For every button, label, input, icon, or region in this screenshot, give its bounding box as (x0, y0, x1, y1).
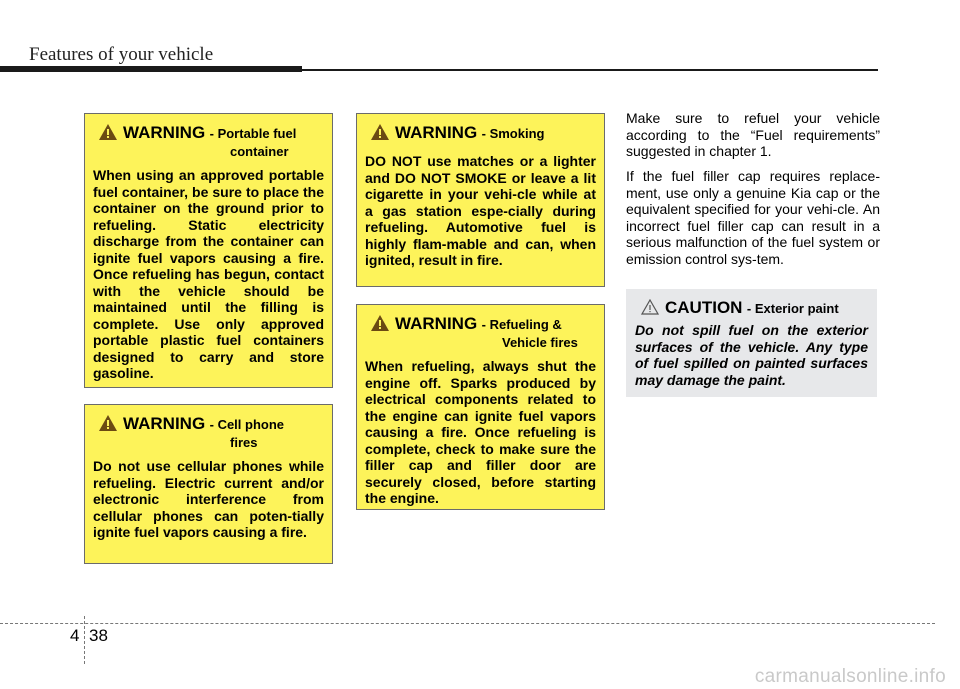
warning-heading (93, 415, 324, 452)
watermark: carmanualsonline.info (754, 666, 946, 687)
warning-body: When using an approved portable fuel container, be sure to place the container on the ground prior to refueling. Static electricity discharge from the container can ignite fuel vapors causing a fire. Once refueling has begun, contact with the vehicle should be maintained until the filling is complete. Use only approved portable plastic fuel containers designed to carry and store gasoline. (93, 167, 324, 381)
warning-subtitle-cont: fires (230, 435, 258, 450)
caution-label: CAUTION (665, 298, 743, 317)
warning-heading (365, 315, 596, 352)
refuel-paragraph: Make sure to refuel your vehicle according to the “Fuel requirements” suggested in chapter 1. (626, 110, 880, 159)
warning-body: DO NOT use matches or a lighter and DO NOT SMOKE or leave a lit cigarette in your vehi-cle while at a gas station espe-cially during refueling. Automotive fuel is highly flam-mable and can, when ignited, result in fire. (365, 153, 596, 268)
warning-portable-fuel-box (84, 113, 333, 388)
warning-heading (93, 124, 324, 161)
warning-cell-phone-box (84, 404, 333, 564)
warning-heading (365, 124, 596, 143)
section-title: Features of your vehicle (29, 44, 214, 65)
warning-label: WARNING (123, 414, 206, 433)
footer-dashed-divider (84, 616, 85, 664)
caution-heading (635, 299, 868, 318)
warning-refueling-box (356, 304, 605, 510)
warning-body: When refueling, always shut the engine off. Sparks produced by electrical components related to the engine can ignite fuel vapors causing a fire. Once refueling is complete, check to make sure the filler cap and filler door are securely closed, before starting the engine. (365, 358, 596, 506)
warning-subtitle: - Refueling & (481, 317, 562, 332)
warning-subtitle-cont: container (230, 144, 289, 159)
warning-body: Do not use cellular phones while refueling. Electric current and/or electronic interference from cellular phones can poten-tially ignite fuel vapors causing a fire. (93, 458, 324, 540)
header-rule-thin (302, 69, 878, 71)
warning-triangle-icon (371, 124, 389, 140)
warning-smoking-box (356, 113, 605, 287)
warning-subtitle: - Smoking (481, 126, 545, 141)
caution-exterior-paint-box (626, 289, 877, 397)
warning-triangle-icon (371, 315, 389, 331)
caution-triangle-icon (641, 299, 659, 315)
warning-label: WARNING (123, 123, 206, 142)
warning-subtitle-cont: Vehicle fires (502, 335, 578, 350)
chapter-number: 4 (70, 626, 80, 645)
page-number: 38 (89, 626, 108, 645)
warning-subtitle: - Cell phone (209, 417, 285, 432)
caution-body: Do not spill fuel on the exterior surfaces of the vehicle. Any type of fuel spilled on painted surfaces may damage the paint. (635, 322, 868, 388)
warning-triangle-icon (99, 415, 117, 431)
footer-dashed-rule (0, 623, 935, 624)
warning-label: WARNING (395, 314, 478, 333)
warning-label: WARNING (395, 123, 478, 142)
warning-subtitle: - Portable fuel (209, 126, 297, 141)
warning-triangle-icon (99, 124, 117, 140)
filler-cap-paragraph: If the fuel filler cap requires replace-ment, use only a genuine Kia cap or the equivalent specified for your vehi-cle. An incorrect fuel filler cap can result in a serious malfunction of the fuel system or emission control sys-tem. (626, 168, 880, 267)
header-rule-thick (0, 66, 302, 72)
caution-subtitle: - Exterior paint (746, 301, 839, 316)
